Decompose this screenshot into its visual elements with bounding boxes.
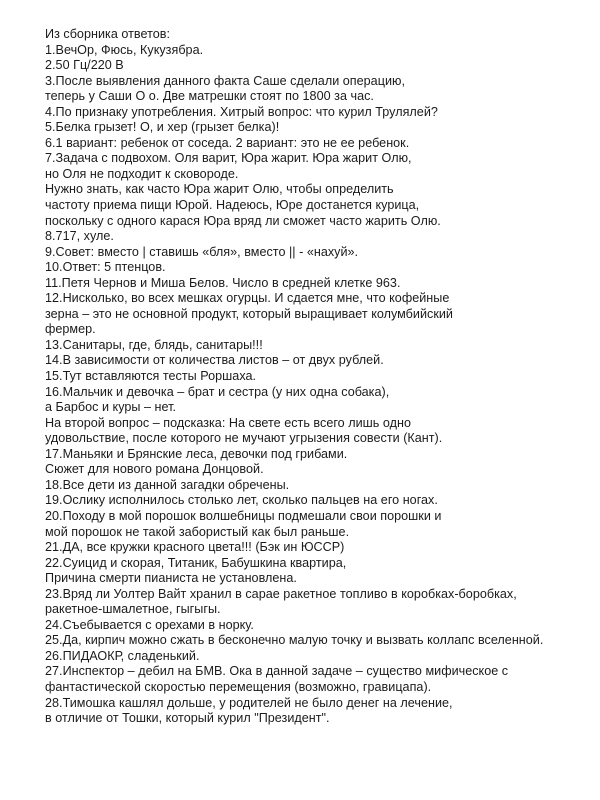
- document-line: 7.Задача с подвохом. Оля варит, Юра жарит. Юра жарит Олю,: [45, 151, 412, 166]
- document-line: 21.ДА, все кружки красного цвета!!! (Бэк ин ЮССР): [45, 540, 345, 555]
- document-line: 9.Совет: вместо | ставишь «бля», вместо || - «нахуй».: [45, 244, 359, 259]
- document-line: Из сборника ответов:: [45, 27, 170, 41]
- document-line: Причина смерти пианиста не установлена.: [45, 571, 297, 586]
- document-line: 16.Мальчик и девочка – брат и сестра (у них одна собака),: [45, 384, 390, 399]
- document-line: 5.Белка грызет! О, и хер (грызет белка)!: [45, 120, 280, 135]
- document-line: частоту приема пищи Юрой. Надеюсь, Юре достанется курица,: [45, 198, 420, 213]
- document-line: На второй вопрос – подсказка: На свете есть всего лишь одно: [45, 415, 411, 430]
- document-line: а Барбос и куры – нет.: [45, 400, 177, 415]
- document-line: в отличие от Тошки, который курил "Президент".: [45, 711, 330, 726]
- document-line: 17.Маньяки и Брянские леса, девочки под грибами.: [45, 446, 348, 461]
- document-line: 22.Суицид и скорая, Титаник, Бабушкина квартира,: [45, 555, 347, 570]
- document-line: Сюжет для нового романа Донцовой.: [45, 462, 264, 477]
- document-line: теперь у Саши О о. Две матрешки стоят по 1800 за час.: [45, 89, 374, 104]
- document-line: удовольствие, после которого не мучают угрызения совести (Кант).: [45, 431, 443, 446]
- document-line: но Оля не подходит к сковороде.: [45, 166, 239, 181]
- document-line: 6.1 вариант: ребенок от соседа. 2 вариант: это не ее ребенок.: [45, 135, 410, 150]
- document-line: 14.В зависимости от количества листов – от двух рублей.: [45, 353, 384, 368]
- document-line: 25.Да, кирпич можно сжать в бесконечно малую точку и вызвать коллапс вселенной.: [45, 633, 544, 648]
- document-line: 12.Нисколько, во всех мешках огурцы. И сдается мне, что кофейные: [45, 291, 450, 306]
- document-line: 13.Санитары, где, блядь, санитары!!!: [45, 337, 263, 352]
- document-line: зерна – это не основной продукт, который выращивает колумбийский: [45, 306, 453, 321]
- document-line: мой порошок не такой забористый как был раньше.: [45, 524, 350, 539]
- answer-sheet-text-block: [45, 27, 593, 727]
- document-line: 15.Тут вставляются тесты Роршаха.: [45, 369, 257, 384]
- document-line: фантастической скоростью перемещения (возможно, гравицапа).: [45, 679, 432, 694]
- document-line: 26.ПИДАОКР, сладенький.: [45, 648, 200, 663]
- document-line: поскольку с одного карася Юра вряд ли сможет часто жарить Олю.: [45, 213, 441, 228]
- document-line: 23.Вряд ли Уолтер Вайт хранил в сарае ракетное топливо в коробках-боробках,: [45, 586, 517, 601]
- document-line: 27.Инспектор – дебил на БМВ. Ока в данной задаче – существо мифическое с: [45, 664, 509, 679]
- document-line: 28.Тимошка кашлял дольше, у родителей не было денег на лечение,: [45, 695, 453, 710]
- document-line: 10.Ответ: 5 птенцов.: [45, 260, 166, 275]
- document-line: фермер.: [45, 322, 96, 337]
- document-line: Нужно знать, как часто Юра жарит Олю, чтобы определить: [45, 182, 394, 197]
- document-line: 18.Все дети из данной загадки обречены.: [45, 477, 290, 492]
- document-line: 3.После выявления данного факта Саше сделали операцию,: [45, 73, 405, 88]
- document-line: 11.Петя Чернов и Миша Белов. Число в средней клетке 963.: [45, 275, 401, 290]
- document-line: 1.ВечОр, Фюсь, Кукузябра.: [45, 42, 204, 57]
- document-line: 4.По признаку употребления. Хитрый вопрос: что курил Трулялей?: [45, 104, 438, 119]
- document-line: 19.Ослику исполнилось столько лет, сколько пальцев на его ногах.: [45, 493, 438, 508]
- document-line: 2.50 Гц/220 В: [45, 58, 124, 73]
- document-line: ракетное-шмалетное, гыгыгы.: [45, 602, 221, 617]
- document-line: 8.717, хуле.: [45, 229, 114, 244]
- document-line: 20.Походу в мой порошок волшебницы подмешали свои порошки и: [45, 508, 442, 523]
- document-line: 24.Съебывается с орехами в норку.: [45, 617, 254, 632]
